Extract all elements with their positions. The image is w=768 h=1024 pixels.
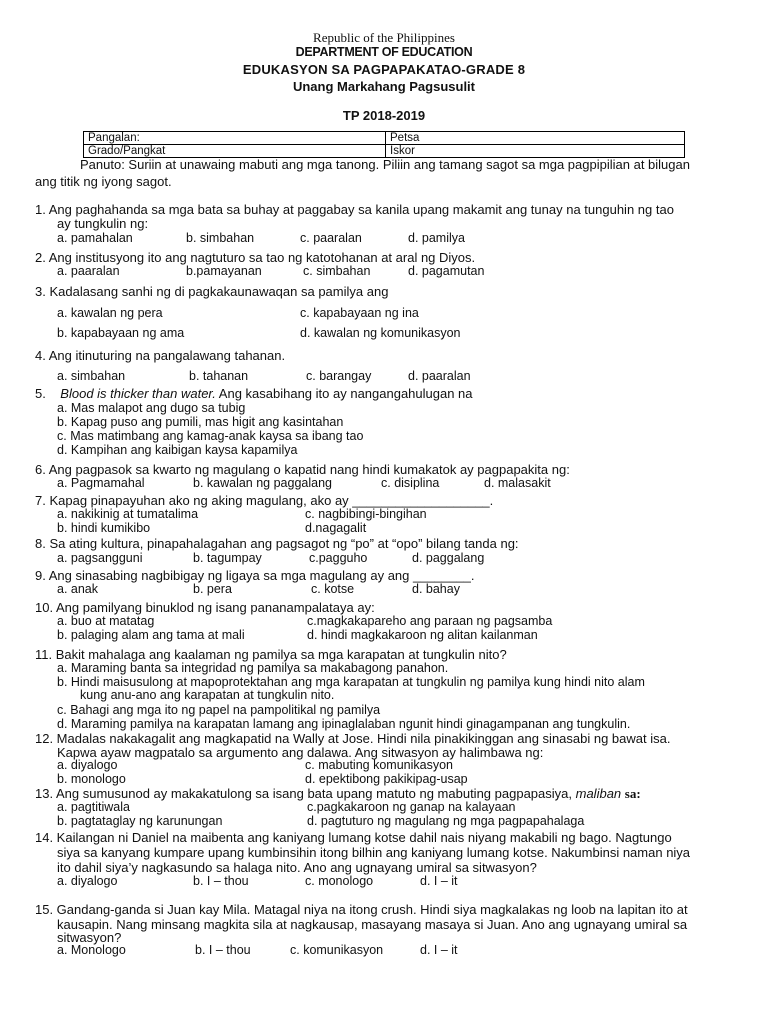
question-5-text: Ang kasabihang ito ay nangangahulugan na [218, 386, 473, 401]
q1-option-c[interactable]: c. paaralan [300, 231, 362, 245]
question-7: 7. Kapag pinapayuhan ako ng aking magulang, ako ay ___________________. [35, 493, 494, 508]
q12-option-a[interactable]: a. diyalogo [57, 758, 118, 772]
q8-option-d[interactable]: d. paggalang [412, 551, 485, 565]
q13-option-c[interactable]: c.pagkakaroon ng ganap na kalayaan [307, 800, 516, 814]
q2-option-b[interactable]: b.pamayanan [186, 264, 262, 278]
q11-option-b-cont[interactable]: kung anu-ano ang karapatan at tungkulin nito. [80, 688, 335, 702]
q6-option-b[interactable]: b. kawalan ng paggalang [193, 476, 333, 490]
instructions-line-2: ang titik ng iyong sagot. [35, 174, 172, 189]
department-line: DEPARTMENT OF EDUCATION [295, 45, 473, 59]
q5-option-d[interactable]: d. Kampihan ang kaibigan kaysa kapamilya [57, 443, 298, 457]
q7-option-c[interactable]: c. nagbibingi-bingihan [305, 507, 427, 521]
republic-line: Republic of the Philippines [313, 30, 455, 45]
student-info-table [83, 131, 685, 158]
question-6: 6. Ang pagpasok sa kwarto ng magulang o kapatid nang hindi kumakatok ay pagpapakita ng: [35, 462, 570, 477]
q1-option-a[interactable]: a. pamahalan [57, 231, 133, 245]
q14-option-c[interactable]: c. monologo [305, 874, 374, 888]
q8-option-c[interactable]: c.pagguho [309, 551, 368, 565]
question-10: 10. Ang pamilyang binuklod ng isang pananampalataya ay: [35, 600, 375, 615]
q4-option-b[interactable]: b. tahanan [189, 369, 249, 383]
exam-title: Unang Markahang Pagsusulit [292, 79, 476, 94]
q1-option-d[interactable]: d. pamilya [408, 231, 465, 245]
school-year: TP 2018-2019 [342, 108, 426, 123]
q2-option-c[interactable]: c. simbahan [303, 264, 371, 278]
q13-option-d[interactable]: d. pagtuturo ng magulang ng mga pagpapahalaga [307, 814, 585, 828]
question-8: 8. Sa ating kultura, pinapahalagahan ang pagsagot ng “po” at “opo” bilang tanda ng: [35, 536, 519, 551]
q3-option-d[interactable]: d. kawalan ng komunikasyon [300, 326, 461, 340]
question-1: 1. Ang paghahanda sa mga bata sa buhay at paggabay sa kanila upang makamit ang tunay na tunguhin ng tao [35, 202, 674, 217]
q3-option-b[interactable]: b. kapabayaan ng ama [57, 326, 185, 340]
q9-option-a[interactable]: a. anak [57, 582, 99, 596]
q10-option-d[interactable]: d. hindi magkakaroon ng alitan kailanman [307, 628, 538, 642]
q5-option-c[interactable]: c. Mas matimbang ang kamag-anak kaysa sa ibang tao [57, 429, 364, 443]
q8-option-b[interactable]: b. tagumpay [193, 551, 262, 565]
q6-option-d[interactable]: d. malasakit [484, 476, 551, 490]
question-13-emphasis: maliban [575, 786, 622, 801]
q14-option-b[interactable]: b. I – thou [193, 874, 249, 888]
question-12: 12. Madalas nakakagalit ang magkapatid na Wally at Jose. Hindi nila pinakikinggan ang sinasabi ng bawat isa. [35, 731, 671, 746]
q3-option-a[interactable]: a. kawalan ng pera [57, 306, 163, 320]
q10-option-c[interactable]: c.magkakapareho ang paraan ng pagsamba [307, 614, 553, 628]
q12-option-b[interactable]: b. monologo [57, 772, 126, 786]
question-4: 4. Ang itinuturing na pangalawang tahanan. [35, 348, 286, 363]
instructions-line-1: Panuto: Suriin at unawaing mabuti ang mga tanong. Piliin ang tamang sagot sa mga pagpipilian at bilugan [80, 157, 690, 172]
question-2: 2. Ang institusyong ito ang nagtuturo sa tao ng katotohanan at aral ng Diyos. [35, 250, 476, 265]
question-12-cont: Kapwa ayaw magpatalo sa argumento ang dalawa. Ang sitwasyon ay halimbawa ng: [57, 745, 544, 760]
q6-option-a[interactable]: a. Pagmamahal [57, 476, 145, 490]
q4-option-c[interactable]: c. barangay [306, 369, 372, 383]
q13-option-a[interactable]: a. pagtitiwala [57, 800, 130, 814]
q6-option-c[interactable]: c. disiplina [381, 476, 440, 490]
question-3: 3. Kadalasang sanhi ng di pagkakaunawaqan sa pamilya ang [35, 284, 389, 299]
question-1-cont: ay tungkulin ng: [57, 216, 149, 231]
q13-option-b[interactable]: b. pagtataglay ng karunungan [57, 814, 223, 828]
q9-option-b[interactable]: b. pera [193, 582, 232, 596]
question-13-end: sa: [624, 786, 641, 801]
score-field[interactable]: Iskor [386, 145, 685, 158]
q11-option-c[interactable]: c. Bahagi ang mga ito ng papel na pampolitikal ng pamilya [57, 703, 381, 717]
question-15: 15. Gandang-ganda si Juan kay Mila. Matagal niya na itong crush. Hindi siya magkalakas ng loob na lapitan ito at [35, 902, 688, 917]
date-field[interactable]: Petsa [386, 132, 685, 145]
q9-option-c[interactable]: c. kotse [311, 582, 355, 596]
q15-option-a[interactable]: a. Monologo [57, 943, 126, 957]
q2-option-a[interactable]: a. paaralan [57, 264, 120, 278]
question-15-cont-2: sitwasyon? [57, 930, 122, 945]
q5-option-b[interactable]: b. Kapag puso ang pumili, mas higit ang kasintahan [57, 415, 344, 429]
q11-option-d[interactable]: d. Maraming pamilya na karapatan lamang ang ipinaglalaban ngunit hindi ginagampanan ang tungkulin. [57, 717, 631, 731]
q3-option-c[interactable]: c. kapabayaan ng ina [300, 306, 419, 320]
q4-option-a[interactable]: a. simbahan [57, 369, 126, 383]
q5-option-a[interactable]: a. Mas malapot ang dugo sa tubig [57, 401, 246, 415]
q9-option-d[interactable]: d. bahay [412, 582, 460, 596]
q12-option-d[interactable]: d. epektibong pakikipag-usap [305, 772, 468, 786]
subject-title: EDUKASYON SA PAGPAPAKATAO-GRADE 8 [242, 62, 526, 77]
q7-option-a[interactable]: a. nakikinig at tumatalima [57, 507, 199, 521]
q15-option-c[interactable]: c. komunikasyon [290, 943, 384, 957]
question-5-number: 5. [35, 386, 46, 401]
question-14-cont-1: siya sa kanyang kumpare upang kumbinsihin itong bilhin ang kaniyang lumang kotse. Nakumbinsi naman niya [57, 845, 691, 860]
q10-option-a[interactable]: a. buo at matatag [57, 614, 155, 628]
name-field[interactable]: Pangalan: [84, 132, 386, 145]
q11-option-a[interactable]: a. Maraming banta sa integridad ng pamilya sa makabagong panahon. [57, 661, 449, 675]
q8-option-a[interactable]: a. pagsangguni [57, 551, 143, 565]
question-13 [35, 786, 641, 801]
q2-option-d[interactable]: d. pagamutan [408, 264, 485, 278]
question-15-cont-1: kausapin. Nang minsang magkita sila at nagkausap, masayang masaya si Juan. Ano ang ugnayang umiral sa [57, 917, 688, 932]
q10-option-b[interactable]: b. palaging alam ang tama at mali [57, 628, 245, 642]
q4-option-d[interactable]: d. paaralan [408, 369, 471, 383]
q12-option-c[interactable]: c. mabuting komunikasyon [305, 758, 453, 772]
q14-option-a[interactable]: a. diyalogo [57, 874, 118, 888]
q15-option-b[interactable]: b. I – thou [195, 943, 251, 957]
question-9: 9. Ang sinasabing nagbibigay ng ligaya sa mga magulang ay ang ________. [35, 568, 475, 583]
question-5 [35, 386, 473, 401]
grade-section-field[interactable]: Grado/Pangkat [84, 145, 386, 158]
question-11: 11. Bakit mahalaga ang kaalaman ng pamilya sa mga karapatan at tungkulin nito? [35, 647, 507, 662]
q14-option-d[interactable]: d. I – it [420, 874, 458, 888]
question-13-text: 13. Ang sumusunod ay makakatulong sa isang bata upang matuto ng mabuting pagpapasiya, [35, 786, 572, 801]
q7-option-b[interactable]: b. hindi kumikibo [57, 521, 151, 535]
q11-option-b[interactable]: b. Hindi maisusulong at mapoprotektahan ang mga karapatan at tungkulin ng pamilya kung hindi nito alam [57, 675, 645, 689]
question-5-quote: Blood is thicker than water. [60, 386, 216, 401]
question-14-cont-2: ito dahil siya’y nagkasundo sa halaga nito. Ano ang ugnayang umiral sa sitwasyon? [57, 860, 537, 875]
q7-option-d[interactable]: d.nagagalit [305, 521, 367, 535]
q15-option-d[interactable]: d. I – it [420, 943, 458, 957]
question-14: 14. Kailangan ni Daniel na maibenta ang kaniyang lumang kotse dahil nais niyang makabili ng bago. Nagtungo [35, 830, 672, 845]
q1-option-b[interactable]: b. simbahan [186, 231, 255, 245]
